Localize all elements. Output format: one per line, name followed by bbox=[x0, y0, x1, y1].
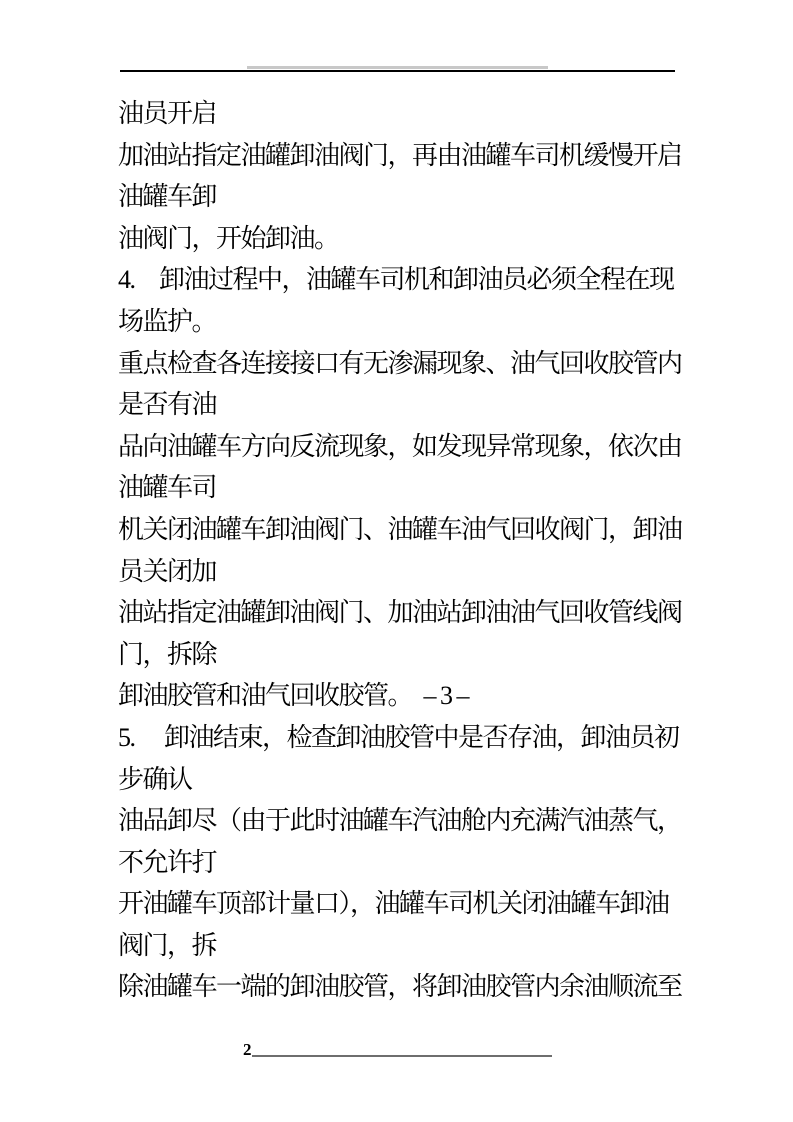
text-line: 重点检查各连接接口有无渗漏现象、油气回收胶管内 bbox=[118, 348, 682, 378]
text-line: 员关闭加 bbox=[118, 556, 217, 586]
document-body bbox=[118, 93, 698, 1008]
text-line: 加油站指定油罐卸油阀门，再由油罐车司机缓慢开启 bbox=[118, 140, 682, 170]
text-line: 油品卸尽（由于此时油罐车汽油舱内充满汽油蒸气， bbox=[118, 806, 682, 836]
text-line: 卸油胶管和油气回收胶管。 – 3 – bbox=[118, 681, 469, 711]
footer-divider-line bbox=[252, 1055, 552, 1057]
text-line: 4. 卸油过程中，油罐车司机和卸油员必须全程在现 bbox=[118, 265, 674, 295]
text-line: 场监护。 bbox=[118, 306, 217, 336]
text-line: 除油罐车一端的卸油胶管，将卸油胶管内余油顺流至 bbox=[118, 972, 682, 1002]
header-divider-overlay-line bbox=[247, 66, 548, 69]
text-line: 油员开启 bbox=[118, 99, 217, 128]
text-line: 油罐车卸 bbox=[118, 182, 217, 212]
header-divider-line bbox=[120, 70, 675, 72]
text-line: 阀门，拆 bbox=[118, 930, 217, 960]
text-line: 是否有油 bbox=[118, 390, 217, 420]
footer-page-number: 2 bbox=[243, 1040, 252, 1059]
text-line: 油阀门，开始卸油。 bbox=[118, 223, 339, 253]
text-line: 5. 卸油结束，检查卸油胶管中是否存油，卸油员初 bbox=[118, 722, 679, 752]
text-line: 油罐车司 bbox=[118, 473, 217, 503]
text-line: 油站指定油罐卸油阀门、加油站卸油油气回收管线阀 bbox=[118, 598, 682, 628]
text-line: 开油罐车顶部计量口），油罐车司机关闭油罐车卸油 bbox=[118, 889, 669, 919]
text-line: 步确认 bbox=[118, 764, 192, 794]
text-line: 不允许打 bbox=[118, 847, 217, 877]
text-line: 门，拆除 bbox=[118, 639, 217, 669]
text-line: 机关闭油罐车卸油阀门、油罐车油气回收阀门，卸油 bbox=[118, 514, 682, 544]
text-line: 品向油罐车方向反流现象，如发现异常现象，依次由 bbox=[118, 431, 682, 461]
